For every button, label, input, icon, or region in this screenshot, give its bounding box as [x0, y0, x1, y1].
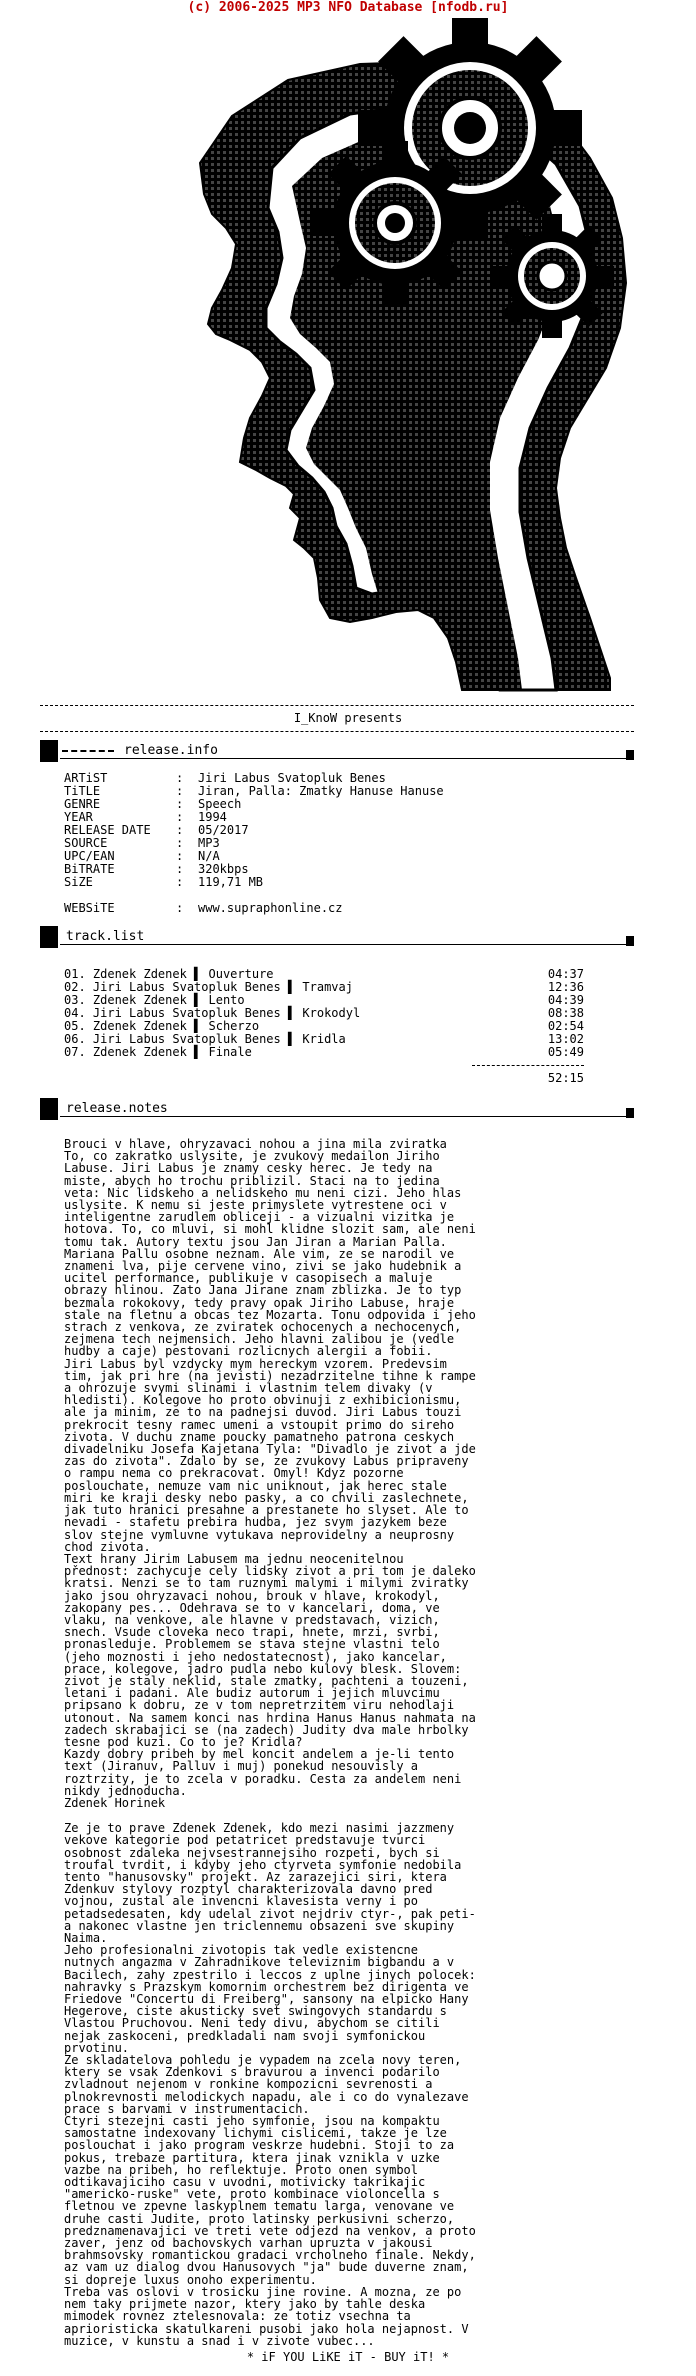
head-with-gears-icon: [0, 18, 696, 698]
total-divider: [472, 1065, 584, 1066]
footer-slogan: * iF YOU LiKE iT - BUY iT! *: [246, 2350, 450, 2364]
divider: [40, 705, 634, 706]
total-duration: 52:15: [547, 1071, 584, 1085]
track-row: 03. Zdenek Zdenek ▌ Lento 04:39: [64, 993, 584, 1007]
section-line: [60, 758, 626, 759]
section-block: [40, 926, 58, 948]
info-row-artist: ARTiST : Jiri Labus Svatopluk Benes: [64, 771, 386, 785]
presents-text: I_KnoW presents: [293, 711, 403, 725]
info-row-genre: GENRE : Speech: [64, 797, 242, 811]
info-row-year: YEAR : 1994: [64, 810, 227, 824]
section-block: [40, 740, 58, 762]
track-row: 04. Jiri Labus Svatopluk Benes ▌ Krokodyl 08:38: [64, 1006, 584, 1020]
section-end-block: [626, 1108, 634, 1118]
track-list: [64, 968, 584, 1085]
section-line: [60, 1116, 626, 1117]
divider: [40, 731, 634, 732]
copyright-banner: (c) 2006-2025 MP3 NFO Database [nfodb.ru]: [187, 0, 509, 15]
section-block: [40, 1098, 58, 1120]
info-row-source: SOURCE : MP3: [64, 836, 220, 850]
section-title: track.list: [66, 929, 145, 944]
total-row: [64, 1072, 584, 1085]
total-rule-row: [64, 1059, 584, 1072]
info-row-title: TiTLE : Jiran, Palla: Zmatky Hanuse Hanuse: [64, 784, 444, 798]
track-row: 02. Jiri Labus Svatopluk Benes ▌ Tramvaj 12:36: [64, 980, 584, 994]
track-row: 01. Zdenek Zdenek ▌ Ouverture 04:37: [64, 967, 584, 981]
section-dash: [62, 750, 114, 752]
website-link[interactable]: www.supraphonline.cz: [198, 901, 343, 915]
track-row: 06. Jiri Labus Svatopluk Benes ▌ Kridla 13:02: [64, 1032, 584, 1046]
section-end-block: [626, 936, 634, 946]
release-info-header: [40, 740, 634, 762]
notes-paragraph: Ze je to prave Zdenek Zdenek, kdo mezi nasimi jazzmeny vekove kategorie pod petatricet predstavuje tvurci osobnost zdaleka nejvsestrannejsiho rozpeti, bych si troufal tvrdit, i kdyby jeho ctyrveta symfonie nedobila tento "hanusovsky" projekt. Az zarazejici siri, ktera Zdenkuv stylovy rozptyl charakterizovala davno pred vojnou, zustal ale invencni klavesista verny i po petadsedesaten, kdy udelal zivot nejdriv ctyr-, pak peti- a nakonec vlastne jen triclennemu obsazeni sve skupiny Naima. Jeho profesionalni zivotopis tak vedle existencne nutnych angazma v Zahradnikove televiznim bigbandu a v Bacilech, zahy zpestrilo i leccos z uplne jinych polocek: nahravky s Prazskym komornim orchestrem bez dirigenta ve Friedove "Concertu di Freiberg", sansony na elpicko Hany Hegerove, ciste akusticky svet swingovych standardu s Vlastou Pruchovou. Neni tedy divu, abychom se citili nejak zaskoceni, predkladali nam svoji symfonickou prvotinu. Ze skladatelova pohledu je vypadem na zcela novy teren, ktery se vsak Zdenkovi s bravurou a invenci podarilo zvladnout nejenom v ronkine kompozicni sevrenosti a plnokrevnosti melodickych napadu, ale i co do vynalezave prace s barvami v instrumentacich. Ctyri stezejni casti jeho symfonie, jsou na kompaktu samostatne indexovany lichymi cislicemi, takze je lze poslouchat i jako program veskrze hudebni. Stoji to za pokus, trebaze partitura, ktera jinak vznikla v uzke vazbe na pribeh, ho reflektuje. Proto onen symbol odtikavajiciho casu v uvodni, motivicky takrikajic "americko-ruske" vete, proto kombinace violoncella s fletnou ve zpevne laskyplnem tematu larga, venovane ve druhe casti Judite, proto latinsky perkusivni scherzo, predznamenavajici ve treti vete odjezd na venkov, a proto zaver, jenz od bachovskych varhan upruzta v jakousi brahmsovsky romantickou gradaci vrcholneho finale. Nekdy, az vam uz dialog dvou Hanusovych "ja" bude duverne znam, si dopreje luxus onoho experimentu. Treba vas oslovi v trosicku jine rovine. A mozna, ze po nem taky prijmete nazor, ktery jako by tahle deska mimodek rovnez ztelesnovala: ze totiz vsechna ta aprioristicka skatulkareni pusobi jako hola nejapnost. V muzice, v kunstu a snad i v zivote vubec...: [64, 1821, 476, 2348]
info-row-upc: UPC/EAN : N/A: [64, 849, 220, 863]
track-list-header: [40, 926, 634, 948]
info-row-release-date: RELEASE DATE : 05/2017: [64, 823, 249, 837]
release-notes-body: [64, 1138, 624, 2347]
track-row: 05. Zdenek Zdenek ▌ Scherzo 02:54: [64, 1019, 584, 1033]
section-title: release.notes: [66, 1101, 168, 1116]
section-end-block: [626, 750, 634, 760]
release-info-table: [64, 772, 444, 915]
section-line: [60, 944, 626, 945]
info-row-size: SiZE : 119,71 MB: [64, 875, 264, 889]
notes-paragraph: Brouci v hlave, ohryzavaci nohou a jina mila zviratka To, co zakratko uslysite, je zvukovy medailon Jiriho Labuse. Jiri Labus je znamy cesky herec. Je tedy na miste, abych ho trochu priblizil. Staci na to jedina veta: Nic lidskeho a nelidskeho mu neni cizi. Jeho hlas uslysite. K nemu si jeste primyslete vytrestene oci v inteligentne zarudlem obliceji - a vizualni vizitka je hotova. To, co mluvi, si mohl klidne slozit sam, ale neni tomu tak. Autory textu jsou Jan Jiran a Marian Palla. Mariana Pallu osobne neznam. Ale vim, ze se narodil ve znameni lva, pije cervene vino, zivi se jako hudebnik a ucitel performance, publikuje v casopisech a maluje obrazy hlinou. Zato Jana Jirane znam zblizka. Je to typ bezmala rokokovy, tedy pravy opak Jiriho Labuse, hraje stale na fletnu a obcas tez Mozarta. Tonu odpovida i jeho strach z venkova, ze zviratek ochocenych a nechocenych, zejmena tech nejmensich. Jeho hlavni zalibou je (vedle hudby a caje) pestovani rozlicnych alergii a fobii. Jiri Labus byl vzdycky mym hereckym vzorem. Predevsim tim, jak pri hre (na jevisti) nezadrzitelne tihne k rampe a ohrozuje svymi slinami i vlastnim telem divaky (v hledisti). Kolegove ho proto obvinuji z exhibicionismu, ale ja minim, ze to na padnejsi duvod. Jiri Labus touzi prekrocit tesny ramec umeni a vstoupit primo do sireho zivota. V duchu zname poucky pamatneho patrona ceskych divadelniku Josefa Kajetana Tyla: "Divadlo je zivot a jde zas do zivota". Zdalo by se, ze zvukovy Labus pripraveny o rampu nema co prekracovat. Omyl! Kdyz pozorne poslouchate, nemuze vam nic uniknout, jak herec stale miri ke kraji desky nebo pasky, a co chvili zaslechnete, jak tuto hranici presahne a prestanete ho slyset. Ale to nevadi - stafetu prebira hudba, jez svym jazykem beze slov stejne vymluvne vytukava neprovidelny a neuprosny chod zivota. Text hrany Jirim Labusem ma jednu neocenitelnou přednost: zachycuje cely lidsky zivot a pri tom je daleko kratsi. Nenzi se to tam ruznymi malymi i milymi zviratky jako jsou ohryzavaci nohou, brouk v hlave, krokodyl, zakopany pes... Odehrava se to v kancelari, doma, ve vlaku, na venkove, ale hlavne v predstavach, vizich, snech. Vsude cloveka neco trapi, hnete, mrzi, svrbi, pronasleduje. Problemem se stava stejne vlastni telo (jeho moznosti i jeho nedostatecnost), jako kancelar, prace, kolegove, jadro pudla nebo kulovy blesk. Slovem: zivot je staly neklid, stale zmatky, pachteni a touzeni, letani i padani. Ale budiz autorum i jejich mluvcimu pripsano k dobru, ze v tom nepretrzitem viru nehodlaji utonout. Na samem konci nas hrdina Hanus Hanus nahmata na zadech skrabajici se (na zadech) Judity dva male hrbolky tesne pod kuzi. Co to je? Kridla? Kazdy dobry pribeh by mel koncit andelem a je-li tento text (Jiranuv, Palluv i muj) ponekud nesouvisly a roztrzity, je to zcela v poradku. Cesta za andelem neni nikdy jednoducha. Zdenek Horinek: [64, 1137, 476, 1810]
section-title: release.info: [124, 743, 218, 758]
release-notes-header: [40, 1098, 634, 1120]
info-row-website: WEBSiTE : www.supraphonline.cz: [64, 901, 343, 915]
track-row: 07. Zdenek Zdenek ▌ Finale 05:49: [64, 1045, 584, 1059]
info-row-bitrate: BiTRATE : 320kbps: [64, 862, 249, 876]
head-gears-illustration: [0, 18, 696, 698]
